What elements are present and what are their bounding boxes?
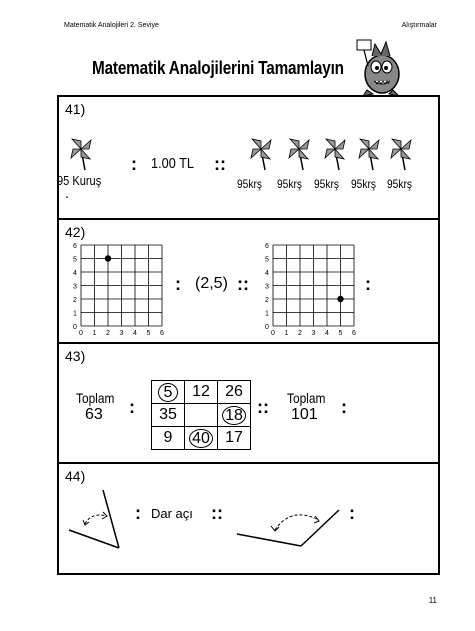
- circled-number: 18: [222, 406, 246, 425]
- ratio-separator: :: [175, 274, 181, 294]
- plotted-point: [337, 296, 343, 302]
- grid-cell: 12: [185, 381, 218, 404]
- y-tick-label: 2: [73, 297, 77, 304]
- y-tick-label: 0: [73, 324, 77, 331]
- x-tick-label: 0: [271, 330, 275, 337]
- grid-cell: [152, 381, 185, 404]
- ratio-separator: :: [129, 397, 135, 417]
- left-total-label: Toplam: [76, 390, 115, 406]
- analogy-separator: ::: [214, 154, 226, 174]
- x-tick-label: 4: [325, 330, 329, 337]
- coordinate-grid-right: [259, 240, 359, 340]
- ratio-separator: :: [365, 274, 371, 294]
- y-tick-label: 6: [265, 243, 269, 250]
- y-tick-label: 3: [265, 283, 269, 291]
- question-number: 43): [65, 348, 86, 364]
- pinwheel-icon: [389, 137, 413, 171]
- coin-label: 95krş: [387, 177, 412, 191]
- value-label: (2,5): [195, 275, 228, 292]
- y-tick-label: 5: [265, 256, 269, 264]
- circled-number: 5: [158, 383, 178, 402]
- obtuse-angle-figure: [235, 500, 345, 552]
- question-42: [59, 220, 438, 344]
- coin-label: 95krş: [277, 177, 302, 191]
- question-number: 44): [65, 468, 86, 484]
- plotted-point: [105, 255, 111, 261]
- x-tick-label: 6: [352, 330, 356, 337]
- left-total-value: 63: [85, 406, 103, 423]
- analogy-separator: ::: [211, 503, 223, 523]
- x-tick-label: 1: [284, 330, 289, 337]
- x-tick-label: 1: [92, 330, 97, 337]
- x-tick-label: 4: [133, 330, 137, 337]
- y-tick-label: 2: [265, 297, 269, 304]
- number-grid: [151, 380, 251, 450]
- grid-cell: 35: [152, 404, 185, 427]
- right-total-value: 101: [291, 406, 318, 423]
- dot-mark: .: [65, 185, 69, 201]
- y-tick-label: 6: [73, 243, 77, 250]
- pinwheel-icon: [249, 137, 273, 171]
- analogy-separator: ::: [237, 274, 249, 294]
- pinwheel-icon: [287, 137, 311, 171]
- ratio-separator: :: [135, 503, 141, 523]
- x-tick-label: 0: [79, 330, 83, 337]
- x-tick-label: 3: [311, 330, 316, 337]
- page-title: Matematik Analojilerini Tamamlayın: [92, 58, 344, 78]
- grid-cell: [218, 404, 251, 427]
- x-tick-label: 2: [106, 330, 110, 337]
- question-number: 41): [65, 101, 86, 117]
- coin-label: 95krş: [237, 177, 262, 191]
- question-41: [59, 97, 438, 220]
- x-tick-label: 2: [298, 330, 302, 337]
- pinwheel-icon: [323, 137, 347, 171]
- right-total-label: Toplam: [287, 390, 326, 406]
- grid-cell: [185, 404, 218, 427]
- coin-label: 95krş: [314, 177, 339, 191]
- y-tick-label: 3: [73, 283, 77, 291]
- y-tick-label: 1: [265, 310, 269, 318]
- grid-cell: 9: [152, 427, 185, 450]
- grid-cell: [185, 427, 218, 450]
- analogy-separator: ::: [257, 397, 269, 417]
- ratio-separator: :: [349, 503, 355, 523]
- y-tick-label: 5: [73, 256, 77, 264]
- x-tick-label: 5: [146, 330, 151, 337]
- pinwheel-icon: [69, 137, 93, 171]
- y-tick-label: 4: [73, 270, 77, 277]
- question-43: [59, 344, 438, 464]
- circled-number: 40: [189, 429, 213, 448]
- pinwheel-icon: [357, 137, 381, 171]
- ratio-separator: :: [341, 397, 347, 417]
- header-right: Alıştırmalar: [401, 22, 437, 29]
- value-label: Dar açı: [151, 506, 193, 521]
- grid-cell: 26: [218, 381, 251, 404]
- analogy-sheet: [57, 95, 440, 575]
- coin-label: 95krş: [351, 177, 376, 191]
- page-number: 11: [428, 596, 437, 605]
- x-tick-label: 5: [338, 330, 343, 337]
- x-tick-label: 6: [160, 330, 164, 337]
- ratio-separator: :: [131, 154, 137, 174]
- question-number: 42): [65, 224, 86, 240]
- coordinate-grid-left: [67, 240, 167, 340]
- x-tick-label: 3: [119, 330, 124, 337]
- y-tick-label: 0: [265, 324, 269, 331]
- y-tick-label: 4: [265, 270, 269, 277]
- header-left: Matematik Analojileri 2. Seviye: [64, 22, 159, 29]
- mascot-illustration: [353, 36, 411, 98]
- value-label: 1.00 TL: [151, 155, 195, 172]
- grid-cell: 17: [218, 427, 251, 450]
- y-tick-label: 1: [73, 310, 77, 318]
- question-44: [59, 464, 438, 573]
- acute-angle-figure: [67, 486, 133, 556]
- left-coin-label: 95 Kuruş: [57, 173, 102, 188]
